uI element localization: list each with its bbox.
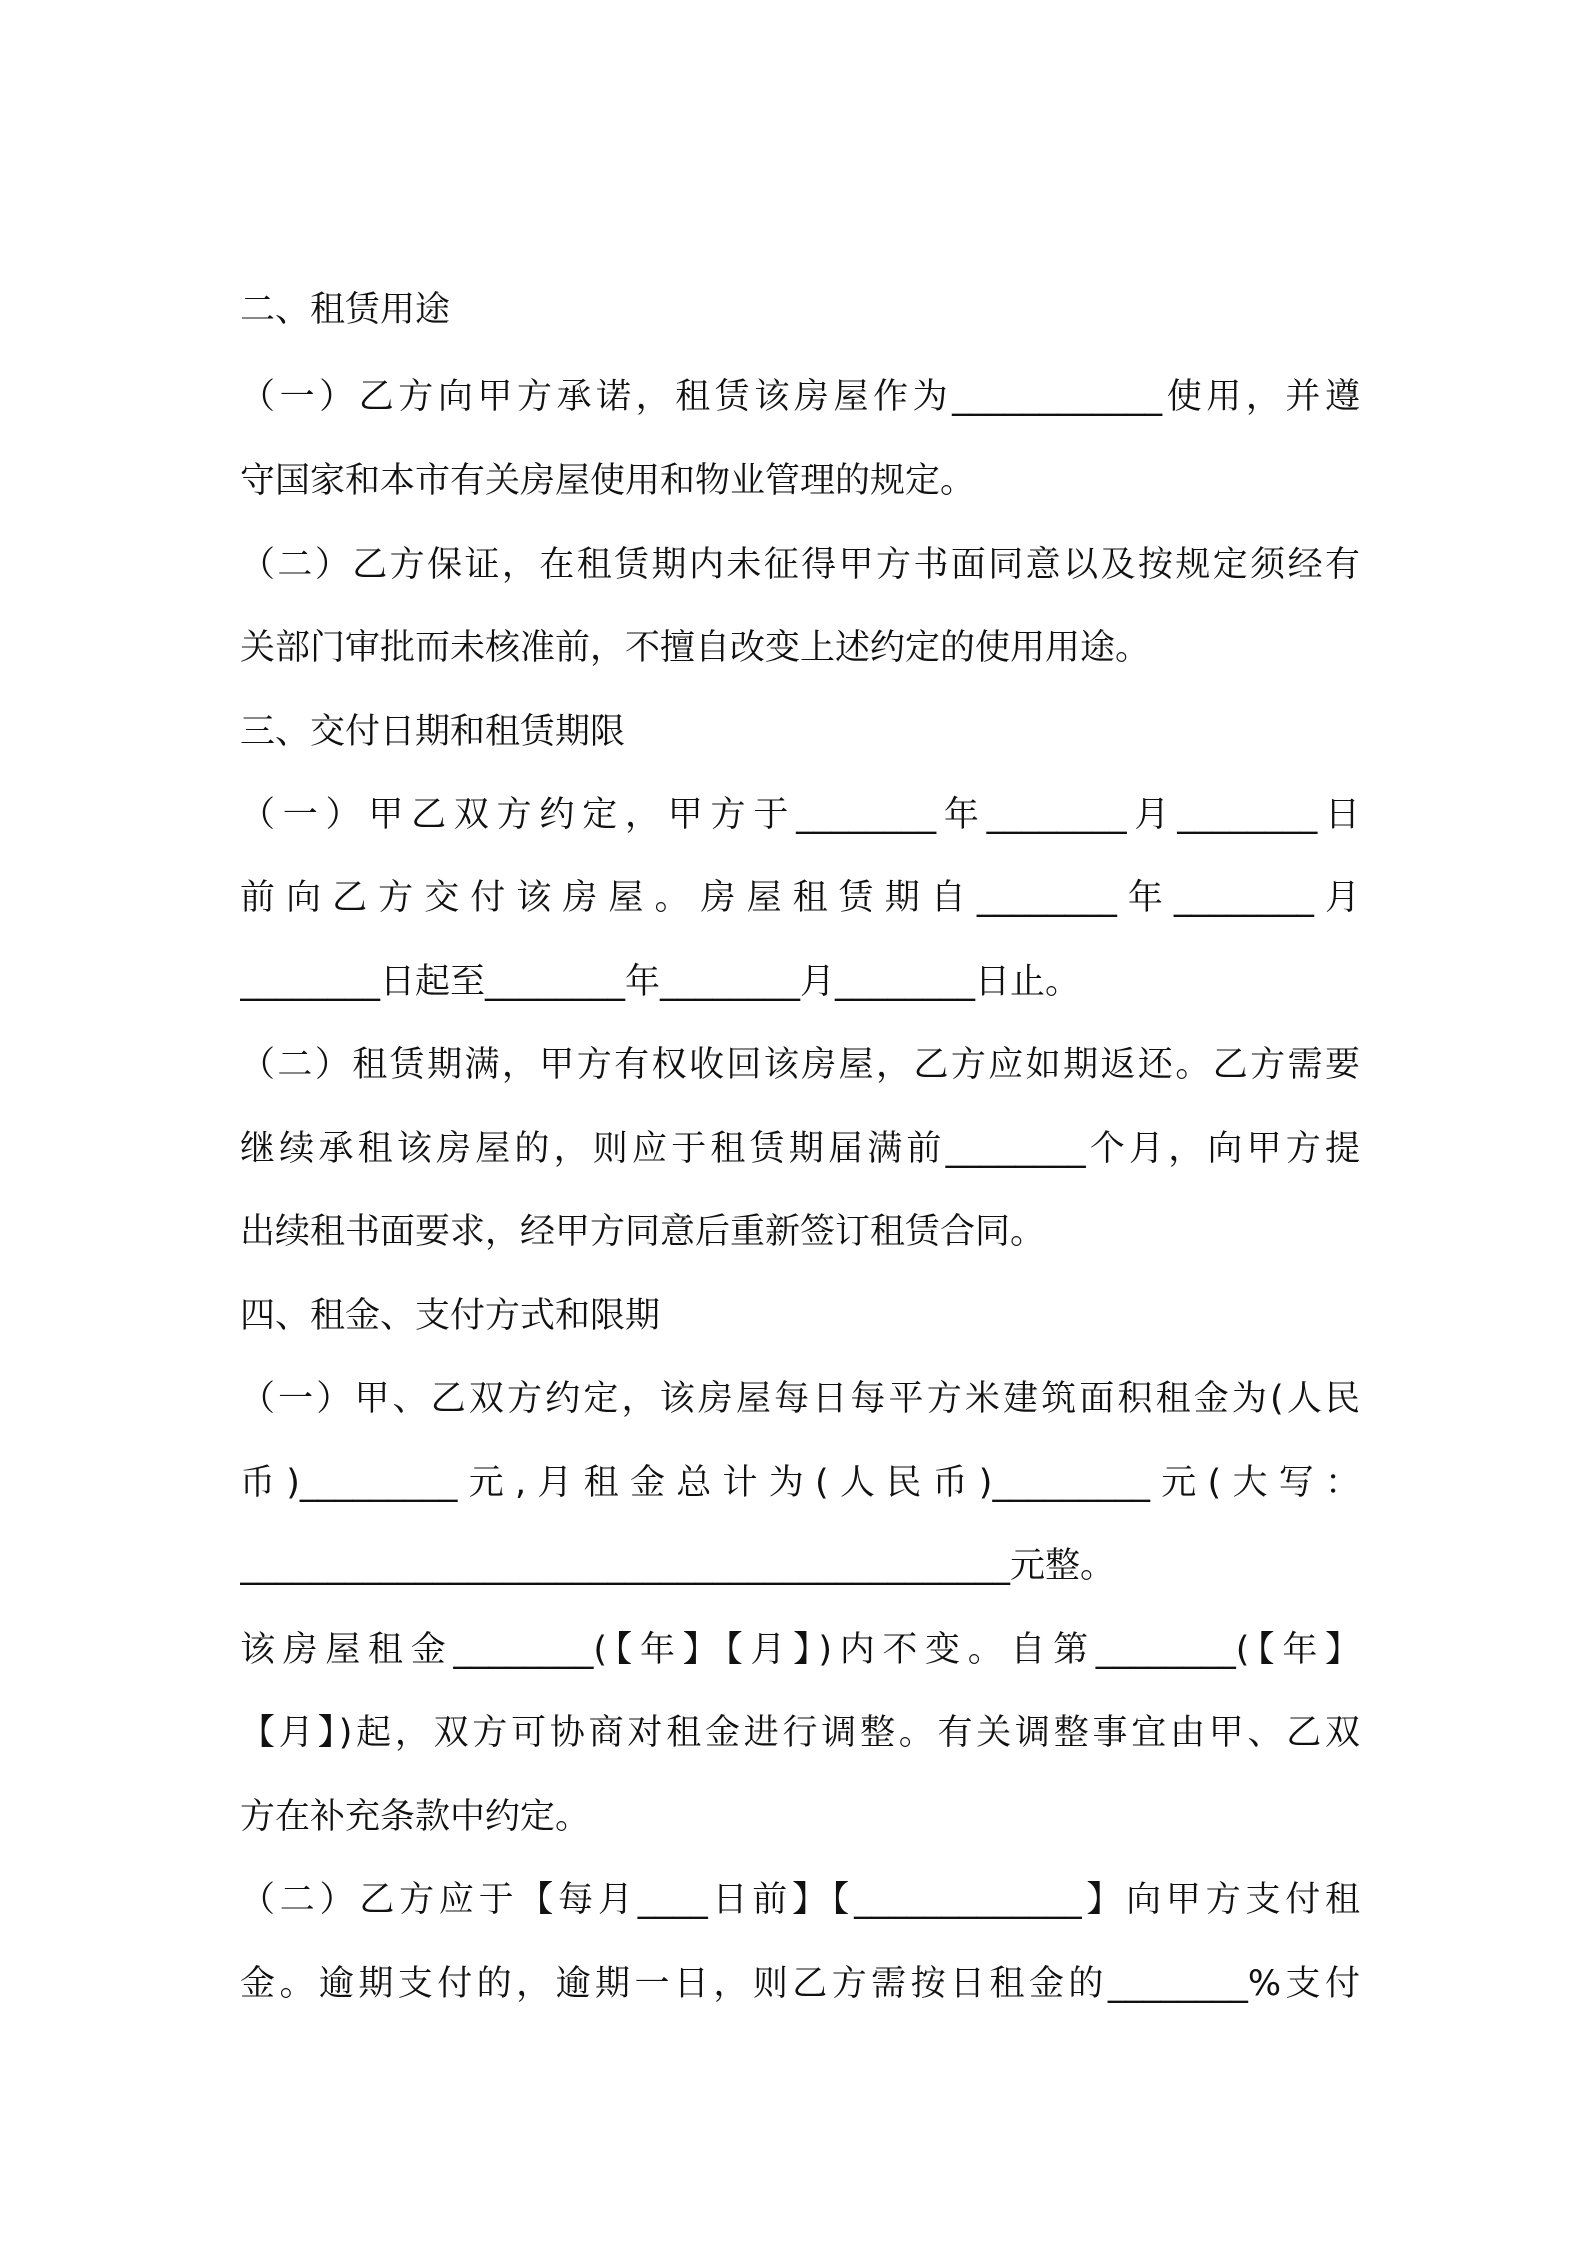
paragraph-line: 该房屋租金________(【年】【月】)内不变。自第________(【年】 xyxy=(240,1630,1360,1670)
section-heading-delivery-term: 三、交付日期和租赁期限 xyxy=(240,712,626,752)
paragraph-line: 继续承租该房屋的，则应于租赁期届满前________个月，向甲方提 xyxy=(240,1129,1360,1169)
section-heading-lease-purpose: 二、租赁用途 xyxy=(240,290,451,330)
paragraph-line: 出续租书面要求，经甲方同意后重新签订租赁合同。 xyxy=(240,1212,1046,1252)
section-heading-rent-payment: 四、租金、支付方式和限期 xyxy=(240,1296,661,1336)
paragraph-line: 【月】)起，双方可协商对租金进行调整。有关调整事宜由甲、乙双 xyxy=(240,1713,1360,1753)
paragraph-line: ____________________________________________元整。 xyxy=(240,1546,1116,1586)
paragraph-line: ________日起至________年________月________日止。 xyxy=(240,962,1081,1002)
paragraph-line: 金。逾期支付的，逾期一日，则乙方需按日租金的________%支付 xyxy=(240,1964,1360,2004)
paragraph-line: 币)_________元,月租金总计为(人民币)_________元(大写： xyxy=(240,1463,1360,1503)
paragraph-line: （二）乙方保证，在租赁期内未征得甲方书面同意以及按规定须经有 xyxy=(240,545,1360,585)
paragraph-line: 前向乙方交付该房屋。房屋租赁期自________年________月 xyxy=(240,878,1360,918)
paragraph-line: （一）乙方向甲方承诺，租赁该房屋作为____________使用，并遵 xyxy=(240,377,1360,417)
paragraph-line: （一）甲、乙双方约定，该房屋每日每平方米建筑面积租金为(人民 xyxy=(240,1379,1360,1419)
paragraph-line: 守国家和本市有关房屋使用和物业管理的规定。 xyxy=(240,461,976,501)
paragraph-line: （二）乙方应于【每月____日前】【_____________】向甲方支付租 xyxy=(240,1880,1360,1920)
paragraph-line: 关部门审批而未核准前，不擅自改变上述约定的使用用途。 xyxy=(240,628,1151,668)
paragraph-line: 方在补充条款中约定。 xyxy=(240,1797,591,1837)
paragraph-line: （一）甲乙双方约定，甲方于________年________月________日 xyxy=(240,795,1360,835)
paragraph-line: （二）租赁期满，甲方有权收回该房屋，乙方应如期返还。乙方需要 xyxy=(240,1045,1360,1085)
